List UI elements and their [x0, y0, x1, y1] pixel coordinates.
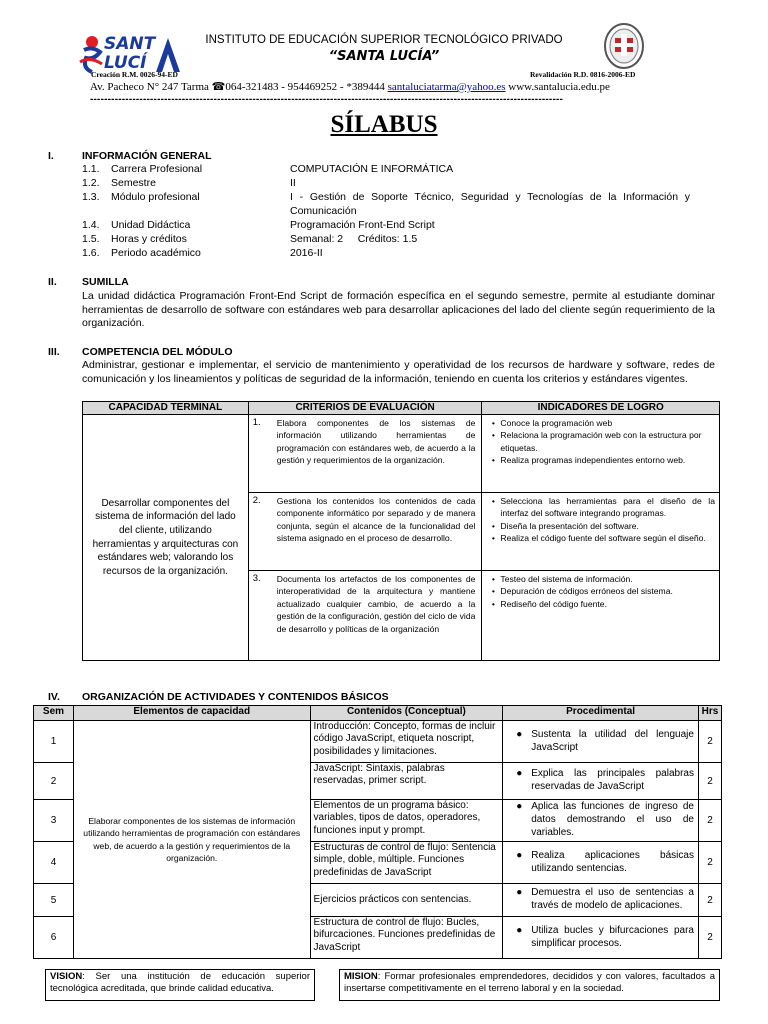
criterion-cell: [248, 415, 482, 493]
capacity-element-cell: Elaborar componentes de los sistemas de información utilizando herramientas de programación con estándares web, de acuerdo a la gestión y requerimientos de la organización.: [73, 721, 310, 959]
criterion-number: 2.: [252, 495, 261, 506]
info-row-num: 1.5.: [82, 233, 100, 245]
info-row-label: Carrera Profesional: [111, 163, 203, 175]
mision-box: [339, 969, 720, 1001]
vision-label: VISION: [50, 971, 83, 982]
week-cell: 6: [34, 917, 74, 959]
column-header: Contenidos (Conceptual): [310, 706, 503, 721]
info-row-label: Unidad Didáctica: [111, 219, 191, 231]
section-3-title: COMPETENCIA DEL MÓDULO: [82, 346, 233, 358]
bullet-icon: •: [491, 496, 495, 506]
svg-text:SANT: SANT: [104, 34, 156, 54]
procedure-cell: ● Explica las principales palabras reservadas de JavaScript: [503, 763, 699, 800]
hours-cell: 2: [698, 800, 721, 842]
column-header: Elementos de capacidad: [73, 706, 310, 721]
hours-cell: 2: [698, 917, 721, 959]
list-item: • Selecciona las herramientas para el diseño de la interfaz del software integrando programas.: [486, 495, 715, 520]
website-text: www.santalucia.edu.pe: [505, 81, 610, 93]
bullet-icon: •: [491, 520, 495, 531]
content-cell: Estructuras de control de flujo: Sentencia simple, doble, múltiple. Funciones predefinidas de JavaScript: [310, 842, 503, 884]
bullet-icon: •: [491, 430, 495, 441]
section-4-number: IV.: [48, 691, 60, 703]
criterion-number: 1.: [252, 417, 261, 428]
week-cell: 5: [34, 884, 74, 917]
table-row: [34, 721, 722, 763]
info-row-num: 1.2.: [82, 177, 100, 189]
content-cell: Elementos de un programa básico: variables, tipos de datos, operadores, funciones input y prompt.: [310, 800, 503, 842]
address-text: Av. Pacheco N° 247 Tarma ☎064-321483 - 954469252 - *389444: [90, 81, 388, 93]
info-row-value: Programación Front-End Script: [290, 219, 435, 231]
content-cell: JavaScript: Sintaxis, palabras reservadas, primer script.: [310, 763, 503, 800]
indicator-cell: [482, 415, 720, 493]
vision-box: [45, 969, 315, 1001]
column-header: CRITERIOS DE EVALUACIÓN: [248, 402, 482, 415]
competence-text: Administrar, gestionar e implementar, el servicio de mantenimiento y operatividad de los recursos de hardware y software, redes de comunicación y los lineamientos y políticas de seguridad de la información, teniendo en cuenta los criterios y estándares vigentes.: [82, 359, 715, 385]
criterion-cell: [248, 571, 482, 661]
document-title: SÍLABUS: [330, 111, 438, 138]
column-header: Procedimental: [503, 706, 699, 721]
procedure-cell: ● Aplica las funciones de ingreso de datos demostrando el uso de variables.: [503, 800, 699, 842]
bullet-icon: •: [491, 418, 495, 428]
capacity-table: [82, 401, 720, 661]
list-item: • Realiza programas independientes entorno web.: [486, 454, 715, 466]
list-item: • Realiza el código fuente del software según el diseño.: [486, 532, 715, 544]
activities-table: [33, 705, 722, 959]
mision-text: : Formar profesionales emprendedores, decididos y con valores, facultados a insertarse competitivamente en el terreno laboral y en la sociedad.: [344, 971, 715, 994]
sumilla-text: La unidad didáctica Programación Front-End Script de formación específica en el segundo semestre, permite al estudiante dominar herramientas de desarrollo de software con estándares web para desarrollar aplicaciones del lado del cliente según requerimiento de la organización.: [82, 290, 715, 330]
institution-brand: “SANTA LUCÍA”: [328, 49, 440, 64]
week-cell: 3: [34, 800, 74, 842]
criterion-text: Elabora componentes de los sistemas de información utilizando herramientas de programación con estándares web, de acuerdo a la gestión y requerimientos de la organización.: [276, 418, 476, 466]
hours-cell: 2: [698, 884, 721, 917]
procedure-cell: ● Utiliza bucles y bifurcaciones para simplificar procesos.: [503, 917, 699, 959]
bullet-icon: ●: [516, 924, 523, 936]
hours-cell: 2: [698, 721, 721, 763]
table-header-row: [83, 402, 720, 415]
list-item: • Diseña la presentación del software.: [486, 520, 715, 532]
bullet-icon: ●: [516, 801, 523, 813]
bullet-icon: •: [491, 574, 495, 584]
info-row-value: COMPUTACIÓN E INFORMÁTICA: [290, 163, 454, 175]
bullet-icon: •: [491, 533, 495, 544]
content-cell: Introducción: Concepto, formas de incluir código JavaScript, etiqueta noscript, posibilidades y limitaciones.: [310, 721, 503, 763]
list-item: • Relaciona la programación web con la estructura por etiquetas.: [486, 429, 715, 454]
table-header-row: [34, 706, 722, 721]
institution-name: INSTITUTO DE EDUCACIÓN SUPERIOR TECNOLÓGICO PRIVADO: [205, 34, 563, 46]
column-header: Hrs: [698, 706, 721, 721]
info-row-num: 1.6.: [82, 247, 100, 259]
vision-text: : Ser una institución de educación superior tecnológica acreditada, que brinde calidad educativa.: [50, 971, 310, 994]
section-4-title: ORGANIZACIÓN DE ACTIVIDADES Y CONTENIDOS BÁSICOS: [82, 691, 389, 703]
separator-line: --------------------------------------------------------------------------------------------------------------------------------------: [90, 94, 564, 105]
column-header: INDICADORES DE LOGRO: [482, 402, 720, 415]
section-2-title: SUMILLA: [82, 276, 129, 288]
week-cell: 1: [34, 721, 74, 763]
info-row-value: Semanal: 2 Créditos: 1.5: [290, 233, 418, 245]
list-item: • Conoce la programación web: [486, 417, 715, 429]
info-row-value: 2016-II: [290, 247, 323, 259]
indicator-cell: [482, 493, 720, 571]
revalidation-resolution: Revalidación R.D. 0816-2006-ED: [530, 70, 636, 79]
svg-text:LUCÍ: LUCÍ: [104, 53, 147, 73]
procedure-cell: ● Sustenta la utilidad del lenguaje JavaScript: [503, 721, 699, 763]
capacity-cell: Desarrollar componentes del sistema de información del lado del cliente, utilizando herramientas y arquitecturas con estándares web; valorando los recursos de la organización.: [83, 415, 249, 661]
info-row-value: II: [290, 177, 296, 189]
info-row-num: 1.1.: [82, 163, 100, 175]
section-1-title: INFORMACIÓN GENERAL: [82, 150, 212, 162]
criterion-number: 3.: [252, 573, 261, 584]
email-link[interactable]: santaluciatarma@yahoo.es: [387, 81, 506, 93]
week-cell: 2: [34, 763, 74, 800]
column-header: CAPACIDAD TERMINAL: [83, 402, 249, 415]
section-2-number: II.: [48, 276, 57, 288]
list-item: • Depuración de códigos erróneos del sistema.: [486, 585, 715, 597]
bullet-icon: ●: [516, 728, 523, 740]
info-row-value: I - Gestión de Soporte Técnico, Seguridad y Tecnologías de la Información y Comunicación: [290, 191, 690, 217]
hours-cell: 2: [698, 763, 721, 800]
bullet-icon: ●: [516, 849, 523, 861]
bullet-icon: •: [491, 598, 495, 609]
content-cell: Ejercicios prácticos con sentencias.: [310, 884, 503, 917]
section-1-number: I.: [48, 150, 54, 162]
criterion-text: Documenta los artefactos de los componentes de interoperatividad de la arquitectura y mantiene actualizado cualquier cambio, de acuerdo a la gestión de la configuración, gestión del ciclo de vida de desarrollo y políticas de la organización: [276, 574, 476, 634]
mision-label: MISION: [344, 971, 378, 982]
bullet-icon: •: [491, 586, 495, 597]
procedure-cell: ● Demuestra el uso de sentencias a través de modelo de aplicaciones.: [503, 884, 699, 917]
indicator-cell: [482, 571, 720, 661]
week-cell: 4: [34, 842, 74, 884]
column-header: Sem: [34, 706, 74, 721]
info-row-label: Módulo profesional: [111, 191, 200, 203]
criterion-cell: [248, 493, 482, 571]
info-row-num: 1.4.: [82, 219, 100, 231]
table-row: [83, 415, 720, 493]
info-row-num: 1.3.: [82, 191, 100, 203]
content-cell: Estructura de control de flujo: Bucles, bifurcaciones. Funciones predefinidas de JavaScript: [310, 917, 503, 959]
bullet-icon: ●: [516, 768, 523, 780]
info-row-label: Periodo académico: [111, 247, 201, 259]
bullet-icon: ●: [516, 887, 523, 899]
list-item: • Rediseño del código fuente.: [486, 598, 715, 610]
address-line: [90, 80, 610, 93]
hours-cell: 2: [698, 842, 721, 884]
procedure-cell: ● Realiza aplicaciones básicas utilizando sentencias.: [503, 842, 699, 884]
bullet-icon: •: [491, 455, 495, 466]
creation-resolution: Creación R.M. 0026-94-ED: [91, 70, 178, 79]
criterion-text: Gestiona los contenidos los contenidos de cada componente informático por separado y de manera conjunta, según el alcance de la funcionalidad del sistema asignado en el proceso de desarrollo.: [276, 496, 476, 544]
list-item: • Testeo del sistema de información.: [486, 573, 715, 585]
section-3-number: III.: [48, 346, 60, 358]
info-row-label: Horas y créditos: [111, 233, 187, 245]
info-row-label: Semestre: [111, 177, 156, 189]
